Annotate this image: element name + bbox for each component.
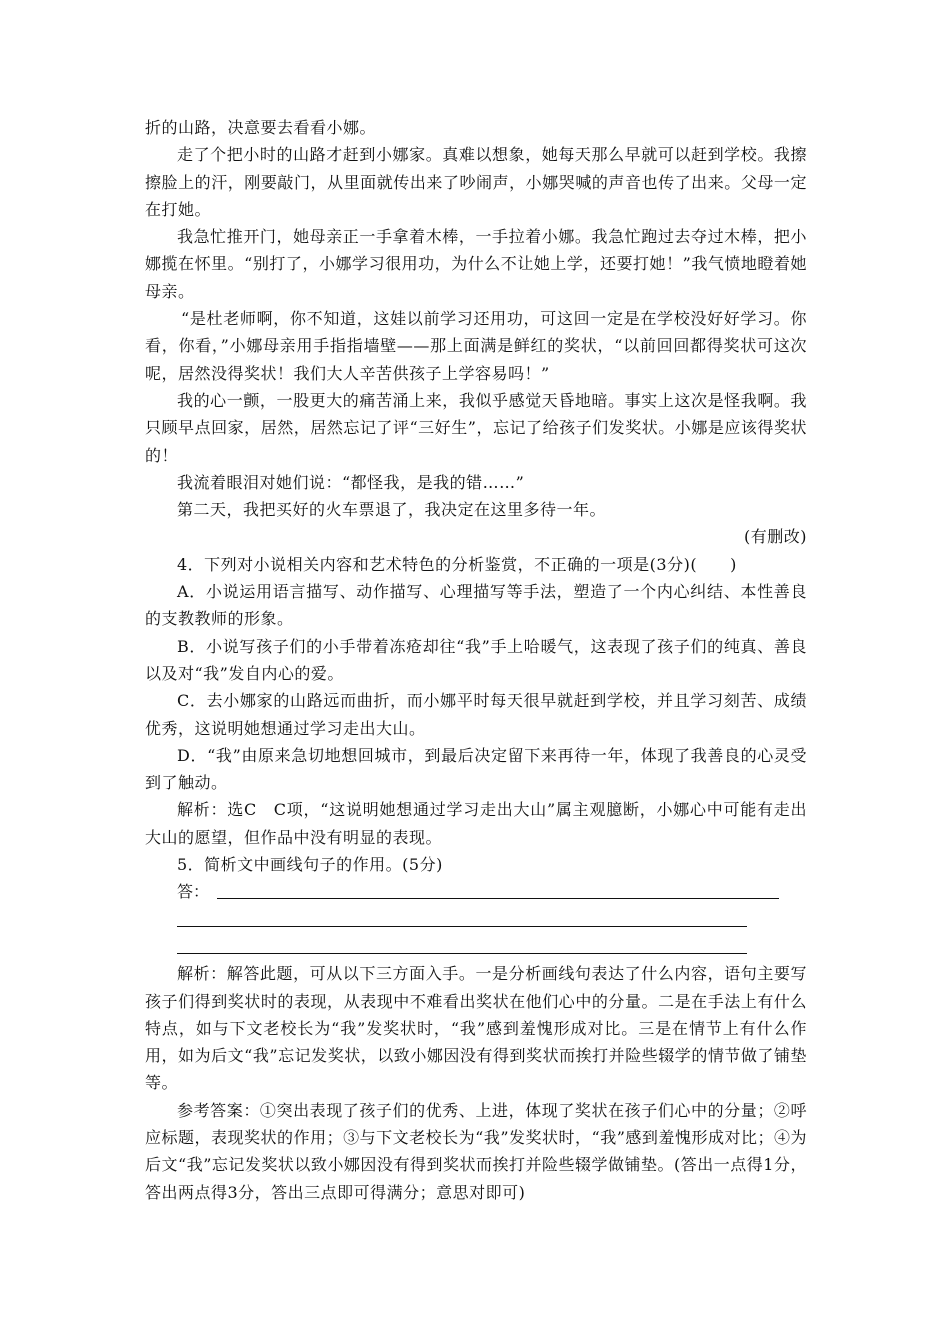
story-paragraph-2: 走了个把小时的山路才赶到小娜家。真难以想象，她每天那么早就可以赶到学校。我擦擦脸上的汗，刚要敲门，从里面就传出来了吵闹声，小娜哭喊的声音也传了出来。父母一定在打她。: [145, 145, 807, 219]
answer-rule: [217, 898, 779, 899]
story-paragraph-1: 折的山路，决意要去看看小娜。: [145, 118, 377, 137]
answer-line-1: [145, 878, 807, 905]
question-4-option-d: D．“我”由原来急切地想回城市，到最后决定留下来再待一年，体现了我善良的心灵受到了触动。: [145, 745, 807, 793]
story-paragraph-5: 我的心一颤，一股更大的痛苦涌上来，我似乎感觉天昏地暗。事实上这次是怪我啊。我只顾早点回家，居然，居然忘记了评“三好生”，忘记了给孩子们发奖状。小娜是应该得奖状的！: [145, 390, 807, 465]
story-paragraph-4: “是杜老师啊，你不知道，这娃以前学习还用功，可这回一定是在学校没好好学习。你看，你看，”小娜母亲用手指指墙壁——那上面满是鲜红的奖状，“以前回回都得奖状可这次呢，居然没得奖状！我们大人辛苦供孩子上学容易吗！”: [145, 309, 807, 383]
question-4-option-c: C．去小娜家的山路远而曲折，而小娜平时每天很早就赶到学校，并且学习刻苦、成绩优秀，这说明她想通过学习走出大山。: [145, 691, 807, 738]
story-paragraph-6: 我流着眼泪对她们说：“都怪我，是我的错……”: [177, 472, 525, 492]
question-5-reference-answer: 参考答案：①突出表现了孩子们的优秀、上进，体现了奖状在孩子们心中的分量；②呼应标题，表现奖状的作用；③与下文老校长为“我”发奖状时，“我”感到羞愧形成对比；④为后文“我”忘记发奖状以致小娜因没有得到奖状而挨打并险些辍学做铺垫。(答出一点得1分，答出两点得3分，答出三点即可得满分；意思对即可): [145, 1100, 807, 1202]
question-5-analysis: 解析：解答此题，可从以下三方面入手。一是分析画线句表达了什么内容，语句主要写孩子们得到奖状时的表现，从表现中不难看出奖状在他们心中的分量。二是在手法上有什么特点，如与下文老校长为“我”发奖状时，“我”感到羞愧形成对比。三是在情节上有什么作用，如为后文“我”忘记发奖状，以致小娜因没有得到奖状而挨打并险些辍学的情节做了铺垫等。: [145, 964, 807, 1093]
answer-rule: [177, 953, 747, 954]
answer-rule: [177, 926, 747, 927]
story-paragraph-7: 第二天，我把买好的火车票退了，我决定在这里多待一年。: [177, 500, 607, 520]
answer-line-2: [145, 906, 807, 933]
story-paragraph-3: 我急忙推开门，她母亲正一手拿着木棒，一手拉着小娜。我急忙跑过去夺过木棒，把小娜揽在怀里。“别打了，小娜学习很用功，为什么不让她上学，还要打她！”我气愤地瞪着她母亲。: [145, 227, 807, 301]
answer-label: 答：: [177, 882, 210, 902]
answer-line-3: [145, 933, 807, 960]
question-4-option-a: A．小说运用语言描写、动作描写、心理描写等手法，塑造了一个内心纠结、本性善良的支教教师的形象。: [145, 582, 807, 629]
source-note: (有删改): [744, 527, 807, 547]
document-page: [145, 114, 807, 1206]
question-4-stem: 4．下列对小说相关内容和艺术特色的分析鉴赏，不正确的一项是(3分)( ): [177, 554, 737, 574]
question-4-analysis: 解析：选C C项，“这说明她想通过学习走出大山”属主观臆断，小娜心中可能有走出大山的愿望，但作品中没有明显的表现。: [145, 800, 807, 847]
question-5-stem: 5．简析文中画线句子的作用。(5分): [177, 855, 443, 875]
question-4-option-b: B．小说写孩子们的小手带着冻疮却往“我”手上哈暖气，这表现了孩子们的纯真、善良以及对“我”发自内心的爱。: [145, 636, 807, 683]
